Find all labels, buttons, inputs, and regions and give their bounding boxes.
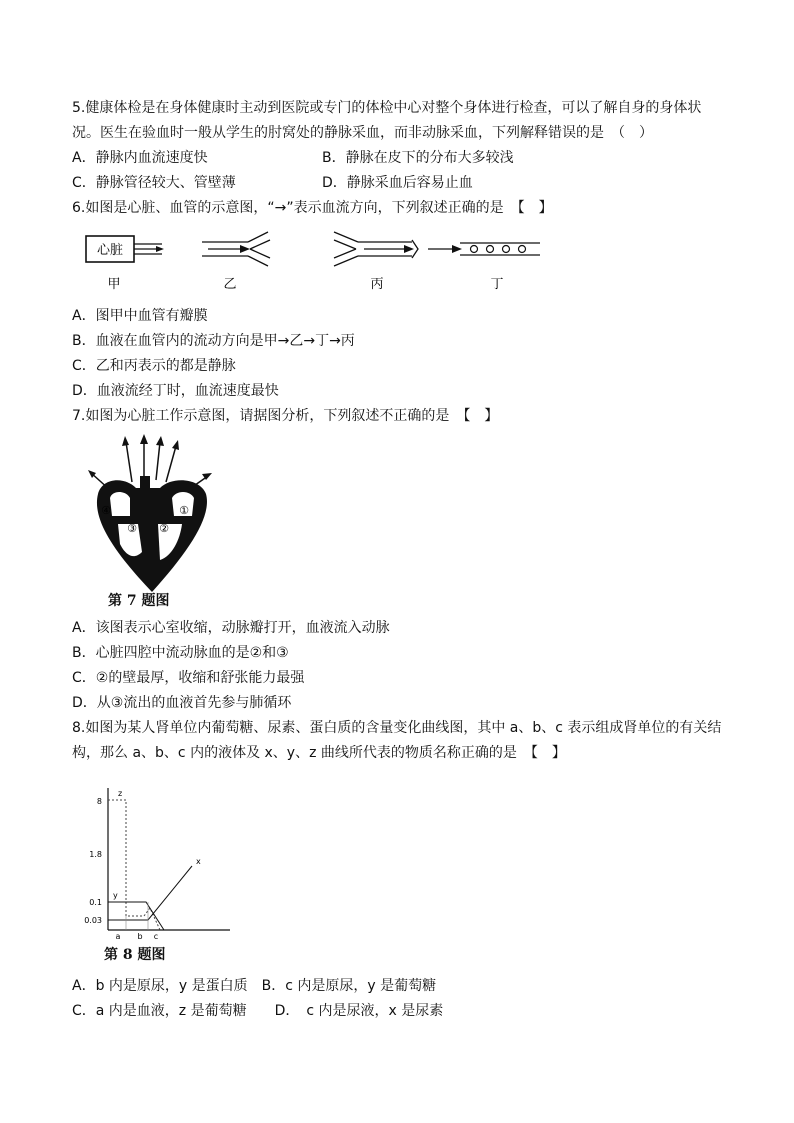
q5-stem-line1: 5.健康体检是在身体健康时主动到医院或专门的体检中心对整个身体进行检查，可以了解自身的身体状: [72, 100, 702, 116]
q6-figure: [72, 228, 552, 298]
label-bing: 丙: [370, 277, 384, 292]
q8-stem-line2: 构，那么 a、b、c 内的液体及 x、y、z 曲线所代表的物质名称正确的是 【 】: [72, 745, 566, 761]
q6-stem: 6.如图是心脏、血管的示意图，“→”表示血流方向，下列叙述正确的是 【 】: [72, 200, 553, 216]
q7-heart-figure: [80, 432, 230, 612]
y-tick-1.8: 1.8: [89, 850, 102, 859]
label-ding: 丁: [490, 277, 504, 292]
q6-option-c: C．乙和丙表示的都是静脉: [72, 358, 236, 374]
q5-stem-line2: 况。医生在验血时一般从学生的肘窝处的静脉采血，而非动脉采血，下列解释错误的是 （ ）: [72, 125, 653, 141]
chamber-label-3: ③: [127, 522, 137, 535]
curve-x: [108, 866, 192, 920]
q7-option-c: C．②的壁最厚，收缩和舒张能力最强: [72, 670, 305, 686]
label-yi: 乙: [223, 277, 237, 292]
x-tick-b: b: [137, 932, 143, 941]
heart-box-label: 心脏: [96, 243, 124, 258]
q5-option-c: C．静脉管径较大、管壁薄: [72, 175, 236, 191]
y-tick-0.03: 0.03: [84, 916, 102, 925]
q7-option-d: D．从③流出的血液首先参与肺循环: [72, 695, 292, 711]
label-jia: 甲: [107, 277, 121, 292]
x-tick-a: a: [115, 932, 121, 941]
q8-options-line2: C．a 内是血液，z 是葡萄糖 D． c 内是尿液，x 是尿素: [72, 1003, 444, 1019]
q6-option-d: D．血液流经丁时，血流速度最快: [72, 383, 279, 399]
chamber-label-2: ②: [159, 522, 169, 535]
curve-label-z: z: [118, 789, 123, 798]
q8-stem-line1: 8.如图为某人肾单位内葡萄糖、尿素、蛋白质的含量变化曲线图，其中 a、b、c 表示组成肾单位的有关结: [72, 720, 722, 736]
q8-options-line1: A．b 内是原尿，y 是蛋白质 B．c 内是原尿，y 是葡萄糖: [72, 978, 437, 994]
q7-figure-caption: 第 7 题图: [108, 593, 170, 609]
curve-z: [108, 800, 160, 930]
curve-label-x: x: [196, 857, 201, 866]
y-tick-8: 8: [96, 797, 102, 806]
y-tick-0.1: 0.1: [89, 898, 102, 907]
chamber-label-1: ①: [179, 504, 189, 517]
q8-figure-caption: 第 8 题图: [104, 947, 166, 963]
q7-option-a: A．该图表示心室收缩，动脉瓣打开，血液流入动脉: [72, 620, 390, 636]
q6-option-a: A．图甲中血管有瓣膜: [72, 308, 208, 324]
chamber-label-4: ④: [101, 504, 111, 517]
q6-option-b: B．血液在血管内的流动方向是甲→乙→丁→丙: [72, 333, 355, 349]
q7-stem: 7.如图为心脏工作示意图，请据图分析，下列叙述不正确的是 【 】: [72, 408, 499, 424]
q8-graph-figure: [80, 782, 240, 952]
x-tick-c: c: [153, 932, 159, 941]
q5-option-b: B．静脉在皮下的分布大多较浅: [322, 150, 514, 166]
q5-option-a: A．静脉内血流速度快: [72, 150, 208, 166]
q7-option-b: B．心脏四腔中流动脉血的是②和③: [72, 645, 289, 661]
curve-label-y: y: [113, 891, 118, 900]
q5-option-d: D．静脉采血后容易止血: [322, 175, 473, 191]
